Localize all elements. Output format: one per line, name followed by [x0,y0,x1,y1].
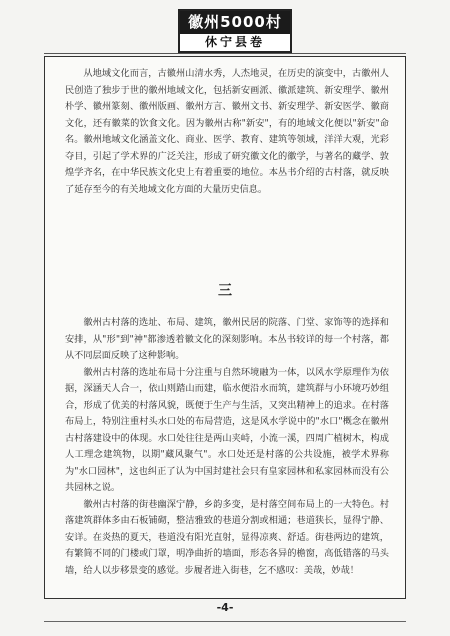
section-one-text [45,66,405,198]
book-header-banner [178,9,292,53]
paragraph: 徽州古村落的街巷幽深宁静，乡韵多变，是村落空间布局上的一大特色。村落建筑群体多由石板铺砌，整洁雅致的巷道分割或相通；巷道狭长，显得宁静、安详。在炎热的夏天，巷道没有阳光直射，显得凉爽、舒适。街巷两边的建筑，有繁简不同的门楼或门罩，明净曲折的墙面，形态各异的檐窗，高低错落的马头墙，给人以步移景变的感觉。步履者进入街巷，乞不感叹：美哉，妙哉！ [65,498,389,576]
paragraph: 徽州古村落的选址、布局、建筑，徽州民居的院落、门堂、家饰等的选择和安排，从"形"到"神"都渗透着徽文化的深刻影响。本丛书较详的每一个村落，都从不同层面反映了这种影响。 [65,317,389,361]
header-divider [44,53,406,54]
paragraph: 从地域文化而言，古徽州山清水秀，人杰地灵，在历史的演变中，古徽州人民创造了独步于世的徽州地域文化，包括新安画派、徽派建筑、新安理学、徽州朴学、徽州篆刻、徽州版画、徽州方言、徽州文书、新安理学、新安医学、徽商文化，还有徽菜的饮食文化。因为徽州古称"新安"，有的地域文化便以"新安"命名。徽州地域文化涵盖文化、商业、医学、教育、建筑等领域，洋洋大观，光彩夺目，引起了学术界的广泛关注，形成了研究徽文化的徽学，与著名的藏学、敦煌学齐名，在中华民族文化史上有着重要的地位。本丛书介绍的古村落，就反映了延存至今的有关地域文化方面的大量历史信息。 [65,68,389,195]
book-title: 徽州5000村 [180,11,290,34]
footer-divider [44,621,406,622]
paragraph: 徽州古村落的选址布局十分注重与自然环境融为一体，以风水学原理作为依据，深涵天人合一，依山则踏山而建，临水便沿水而筑，建筑群与小环境巧妙组合，形成了优美的村落风貌，既便于生产与生活，又突出精神上的追求。在村落布局上，特别注重村头水口处的布局营造，这是风水学说中的"水口"概念在徽州古村落建设中的体现。水口处往往是两山夹峙，小流一溪，四周广植树木，构成人工理念建筑物，以期"藏风聚气"。水口处还是村落的公共设施，被学术界称为"水口园林"，这也纠正了认为中国封建社会只有皇家园林和私家园林而没有公共园林之说。 [65,366,389,493]
section-heading: 三 [218,283,232,299]
content-frame [44,56,406,599]
page-number: -4- [216,601,234,614]
book-volume: 休宁县卷 [204,35,265,49]
section-two-text [45,315,405,579]
